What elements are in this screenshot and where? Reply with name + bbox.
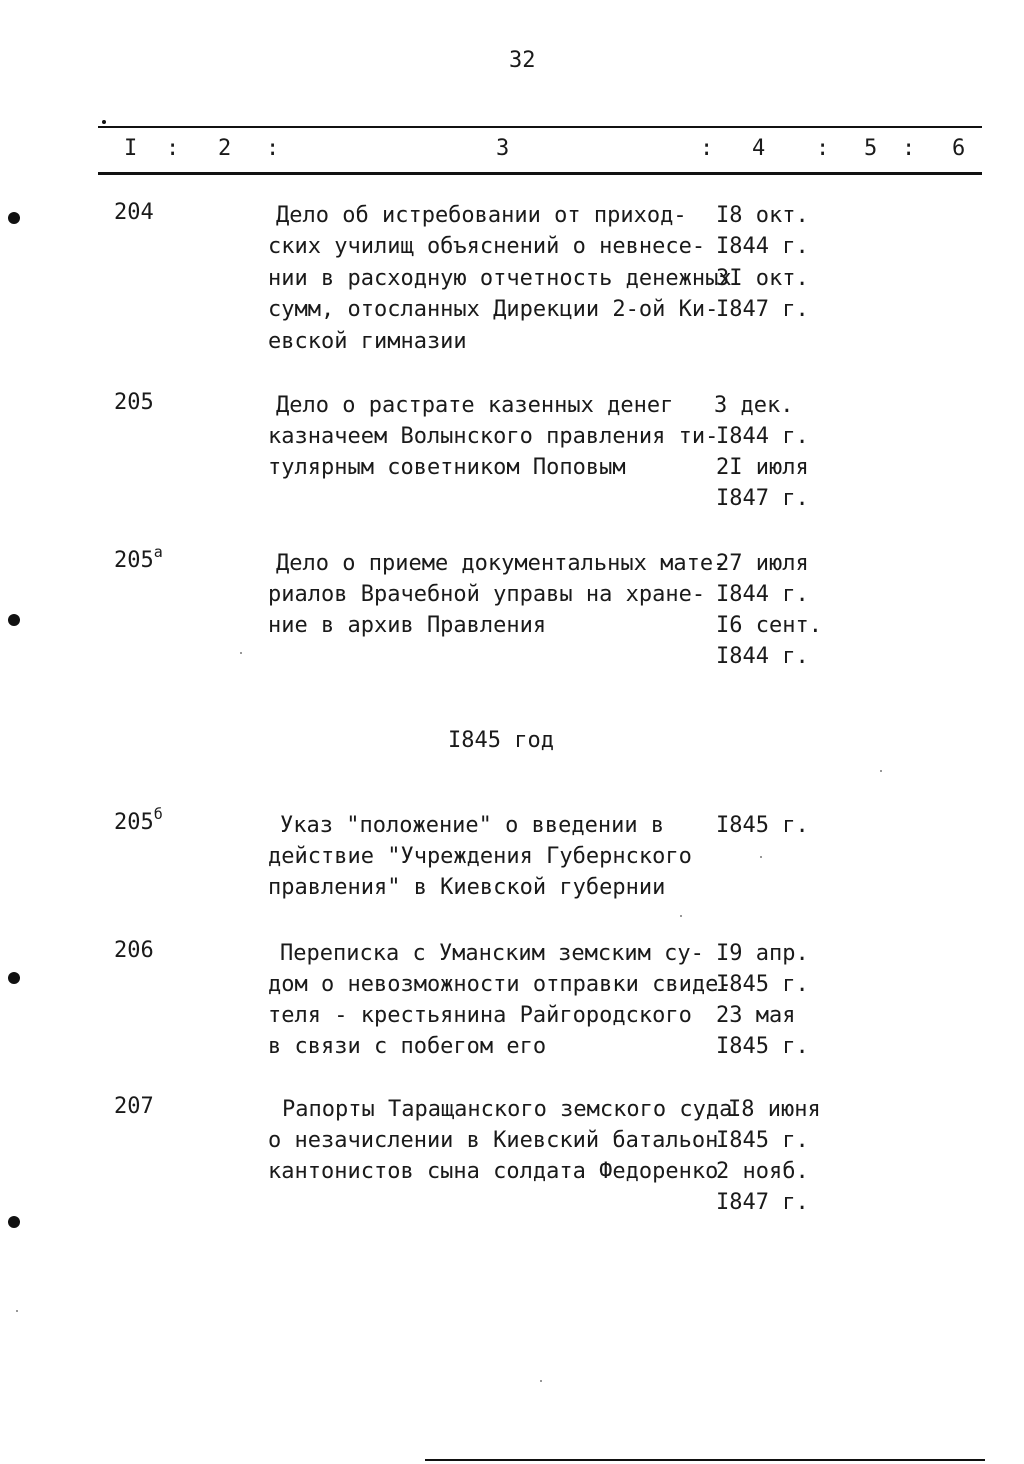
scan-speck [240,652,242,654]
entry-number [114,390,154,415]
entry-number [114,543,163,573]
entry-number [114,938,154,963]
header-col-1: I [124,136,138,161]
entry-description-line: казначеем Волынского правления ти- [268,424,719,449]
entry-date-line: 2I июля [716,455,809,480]
entry-date-line: I845 г. [716,1128,809,1153]
entry-number-superscript: а [153,543,163,561]
entry-date-line: I847 г. [716,297,809,322]
header-rule-top [98,126,982,128]
entry-description-line: правления" в Киевской губернии [268,875,666,900]
entry-description-line: Дело о растрате казенных денег [276,393,674,418]
entry-description-line: Дело о приеме документальных мате- [276,551,727,576]
header-sep-5: : [902,136,916,161]
header-col-5: 5 [864,136,878,161]
section-year-heading: I845 год [448,728,554,753]
entry-number-value: 206 [114,938,154,963]
entry-number [114,1094,154,1119]
entry-description-line: в связи с побегом его [268,1034,547,1059]
page-number: 32 [509,48,536,73]
entry-date-line: 2 нояб. [716,1159,809,1184]
punch-hole-mark [8,972,20,984]
entry-description-line: евской гимназии [268,329,467,354]
entry-date-line: I847 г. [716,486,809,511]
entry-date-line: I847 г. [716,1190,809,1215]
entry-number-superscript: б [153,805,163,823]
scan-speck [760,856,762,858]
header-col-6: 6 [952,136,966,161]
entry-date-line: I6 сент. [716,613,822,638]
entry-number [114,805,163,835]
entry-description-line: тулярным советником Поповым [268,455,626,480]
scan-speck [680,915,682,917]
header-dot [102,120,106,124]
header-sep-4: : [816,136,830,161]
punch-hole-mark [8,212,20,224]
entry-date-line: I844 г. [716,234,809,259]
entry-description-line: риалов Врачебной управы на хране- [268,582,706,607]
entry-description-line: ние в архив Правления [268,613,547,638]
entry-date-line: I845 г. [716,813,809,838]
entry-description-line: нии в расходную отчетность денежных [268,266,732,291]
entry-number-value: 207 [114,1094,154,1119]
entry-description-line: Дело об истребовании от приход- [276,203,687,228]
entry-description-line: Рапорты Таращанского земского суда [282,1097,733,1122]
entry-description-line: о незачислении в Киевский батальон [268,1128,719,1153]
entry-date-line: 23 мая [716,1003,796,1028]
entry-date-line: 3 дек. [714,393,794,418]
entry-description-line: действие "Учреждения Губернского [268,844,692,869]
entry-date-line: I8 окт. [716,203,809,228]
entry-description-line: ских училищ объяснений о невнесе- [268,234,706,259]
header-col-3: 3 [496,136,510,161]
scan-speck [880,770,882,772]
entry-number-value: 205 [114,810,154,835]
entry-date-line: I9 апр. [716,941,809,966]
entry-date-line: I8 июня [728,1097,821,1122]
entry-number-value: 204 [114,200,154,225]
header-rule-bottom [98,172,982,175]
punch-hole-mark [8,1216,20,1228]
entry-date-line: I845 г. [716,972,809,997]
entry-number-value: 205 [114,390,154,415]
footer-rule [425,1459,985,1461]
entry-date-line: 3I окт. [716,266,809,291]
entry-description-line: Указ "положение" о введении в [280,813,665,838]
header-sep-1: : [166,136,180,161]
entry-number-value: 205 [114,548,154,573]
header-col-4: 4 [752,136,766,161]
entry-description-line: дом о невозможности отправки свиде- [268,972,732,997]
scan-speck [540,1380,542,1382]
entry-description-line: теля - крестьянина Райгородского [268,1003,692,1028]
entry-description-line: сумм, отосланных Дирекции 2-ой Ки- [268,297,719,322]
entry-description-line: кантонистов сына солдата Федоренко [268,1159,719,1184]
entry-date-line: 27 июля [716,551,809,576]
entry-date-line: I845 г. [716,1034,809,1059]
punch-hole-mark [8,614,20,626]
header-sep-3: : [700,136,714,161]
entry-number [114,200,154,225]
header-sep-2: : [266,136,280,161]
entry-date-line: I844 г. [716,644,809,669]
entry-description-line: Переписка с Уманским земским су- [280,941,704,966]
entry-date-line: I844 г. [716,424,809,449]
scan-speck [16,1310,18,1312]
entry-date-line: I844 г. [716,582,809,607]
header-col-2: 2 [218,136,232,161]
